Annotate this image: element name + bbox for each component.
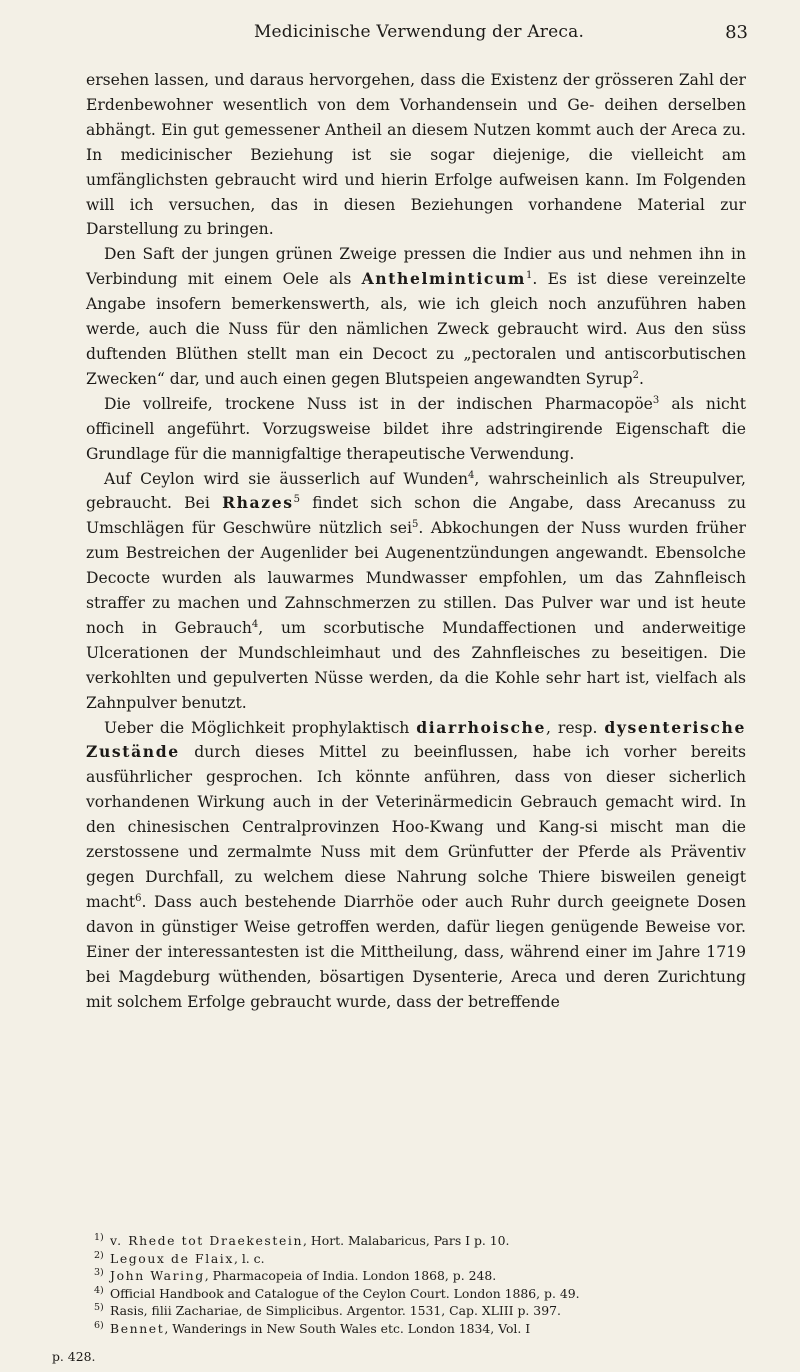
- text-run: durch dieses Mittel zu beeinflussen, habe ich vorher bereits ausführlicher gesprochen. Ich könnte anführen, dass von dieser sicherlich vorhandenen Wirkung auch in der Veterinärmedicin Gebrauch gemacht wird. In den chinesischen Centralprovinzen Hoo-Kwang und Kang-si mischt man die zerstossene und zermalmte Nuss mit dem Grünfutter der Pferde als Präventiv gegen Durchfall, zu welchem diese Nahrung solche Thiere bisweilen geneigt macht: [86, 743, 746, 911]
- text-run: Die vollreife, trockene Nuss ist in der indischen Pharmacopöe: [104, 394, 653, 413]
- footnote-text: , Pharmacopeia of India. London 1868, p. 248.: [204, 1268, 497, 1284]
- footnote-mark: 6): [94, 1319, 104, 1331]
- footnote-text: , l. c.: [233, 1250, 265, 1266]
- footnote-5: [92, 1302, 746, 1320]
- term-anthelminticum: Anthelminticum: [361, 269, 527, 289]
- footnote-6: [92, 1320, 746, 1338]
- text-run: . Abkochungen der Nuss wurden früher zum Bestreichen der Augenlider bei Augenentzündungen angewandt. Ebensolche Decocte wurden als lauwarmes Mundwasser empfohlen, um das Zahnfleisch straffer zu machen und Zahnschmerzen zu stillen. Das Pulver war und ist heute noch in Gebrauch: [86, 519, 746, 637]
- footnote-ref: 2: [632, 369, 639, 381]
- paragraph-5: [86, 716, 746, 1015]
- text-line: Zahl der Erdenbewohner wesentlich von dem Vorhandensein und Ge-: [86, 71, 746, 114]
- text-line: bringen.: [206, 220, 274, 239]
- footnote-ref: 5: [293, 494, 300, 506]
- text-run: . Dass auch bestehende Diarrhöe oder auch Ruhr durch geeignete Dosen davon in günstiger Weise getroffen werden, dafür liegen genügende Beweise vor. Einer der interessantesten ist die Mittheilung, dass, während einer im Jahre 1719 bei Magdeburg wüthenden, bösartigen Dysenterie, Areca und deren Zurichtung mit solchem Erfolge gebraucht wurde, dass der betreffende: [86, 892, 746, 1011]
- footnote-1: [92, 1232, 746, 1250]
- text-run: Den Saft der jungen grünen Zweige pressen die Indier aus und nehmen ihn in Verbindung mit einem Oele als: [86, 245, 746, 289]
- margin-note: p. 428.: [52, 1349, 96, 1364]
- page-header: [90, 22, 748, 48]
- footnote-ref: 1: [526, 270, 533, 282]
- footnote-text: Rasis, filii Zachariae, de Simplicibus. Argentor. 1531, Cap. XLIII p. 397.: [110, 1303, 561, 1319]
- footnote-ref: 6: [135, 892, 142, 904]
- footnote-text: Official Handbook and Catalogue of the Ceylon Court. London 1886, p. 49.: [110, 1285, 580, 1301]
- text-run: , resp.: [546, 718, 605, 737]
- footnote-author: John Waring: [110, 1268, 205, 1284]
- text-line: sie sogar diejenige, die vielleicht am umfänglichsten gebraucht wird: [86, 145, 746, 189]
- paragraph-3: [86, 392, 746, 467]
- page-number: 83: [725, 22, 748, 43]
- footnote-mark: 5): [94, 1302, 104, 1314]
- footnote-author: v. Rhede tot Draekestein: [110, 1233, 304, 1248]
- name-rhazes: Rhazes: [222, 493, 294, 513]
- paragraph-4: [86, 467, 746, 716]
- text-run: als nicht officinell angeführt. Vorzugsweise bildet ihre adstringirende Eigenschaft die Grundlage für die mannigfaltige therapeutische Verwendung.: [86, 394, 746, 463]
- paragraph-2: [86, 242, 746, 391]
- running-head: Medicinische Verwendung der Areca.: [253, 22, 585, 42]
- footnote-text: , Hort. Malabaricus, Pars I p. 10.: [303, 1233, 510, 1248]
- footnote-mark: 3): [94, 1267, 104, 1279]
- text-line: Nutzen kommt auch der Areca zu. In medicinischer Beziehung ist: [86, 120, 747, 164]
- footnote-mark: 4): [94, 1284, 104, 1296]
- footnote-text: , Wanderings in New South Wales etc. London 1834, Vol. I: [164, 1320, 531, 1336]
- text-run: findet sich schon die Angabe, dass Arecanuss zu Umschlägen für Geschwüre nützlich sei: [86, 494, 747, 538]
- body-text: [86, 68, 746, 1014]
- text-line: ersehen lassen, und daraus hervorgehen, dass die Existenz der grösseren: [86, 71, 674, 89]
- text-line: deihen derselben abhängt. Ein gut gemessener Antheil an diesem: [86, 95, 746, 139]
- term-dysenterische: dysenterische Zustände: [86, 717, 746, 762]
- footnote-ref: 5: [412, 519, 419, 531]
- footnote-ref: 3: [652, 394, 660, 406]
- footnote-author: Legoux de Flaix: [110, 1250, 234, 1266]
- text-line: und hierin Erfolge aufweisen kann. Im Folgenden will ich versuchen,: [86, 170, 746, 214]
- term-diarrhoische: diarrhoische: [416, 717, 547, 737]
- footnotes: [92, 1232, 746, 1338]
- footnote-ref: 4: [468, 469, 475, 481]
- text-run: . Es ist diese vereinzelte Angabe insofern bemerkenswerth, als, wie ich gleich noch anzuführen haben werde, auch die Nuss für den nämlichen Zweck gebraucht wird. Aus den süss duftenden Blüthen stellt man ein Decoct zu „pectoralen und antiscorbutischen Zwecken“ dar, und auch einen gegen Blutspeien angewandten Syrup: [86, 270, 747, 388]
- text-run: Auf Ceylon wird sie äusserlich auf Wunden: [104, 469, 469, 488]
- text-run: , um scorbutische Mundaffectionen und anderweitige Ulcerationen der Mundschleimhaut und des Zahnfleisches zu beseitigen. Die verkohlten und gepulverten Nüsse werden, da die Kohle sehr hart ist, vielfach als Zahnpulver benutzt.: [86, 618, 746, 712]
- footnote-4: [92, 1285, 746, 1303]
- footnote-ref: 4: [251, 618, 259, 630]
- footnote-mark: 2): [94, 1249, 104, 1261]
- text-run: Ueber die Möglichkeit prophylaktisch: [104, 718, 417, 737]
- footnote-author: Bennet: [110, 1320, 165, 1336]
- footnote-2: [92, 1250, 746, 1268]
- text-run: , wahrscheinlich als Streupulver, gebraucht. Bei: [86, 469, 746, 513]
- footnote-3: [92, 1267, 746, 1285]
- text-run: .: [638, 369, 644, 388]
- text-line: das in diesen Beziehungen vorhandene Material zur Darstellung zu: [86, 195, 746, 239]
- paragraph-1: [86, 68, 746, 242]
- footnote-mark: 1): [94, 1232, 104, 1243]
